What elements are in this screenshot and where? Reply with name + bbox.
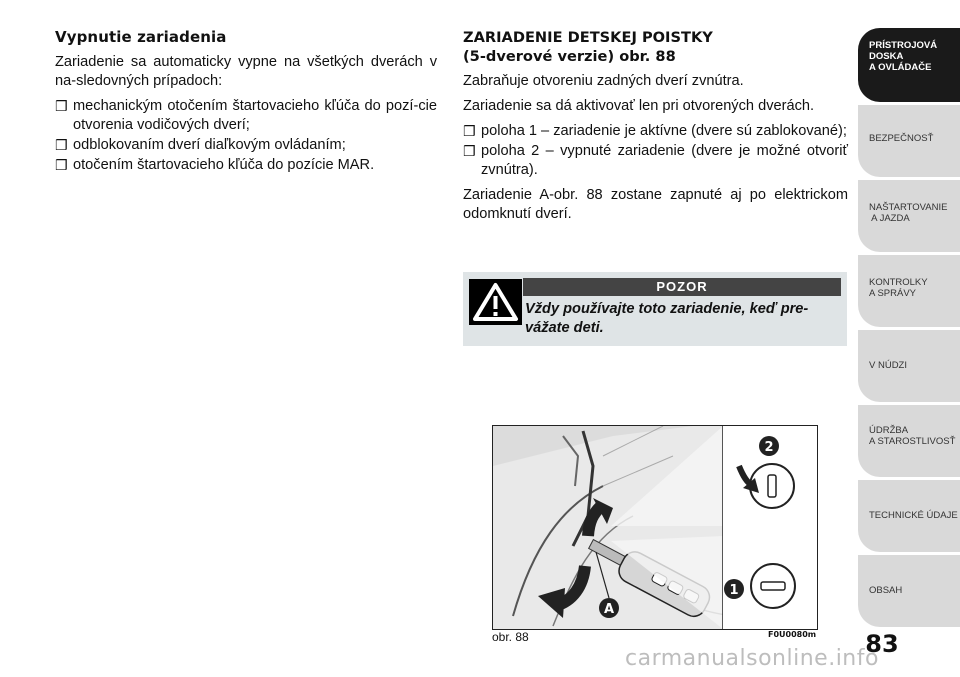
right-column [463,28,848,230]
list-item: ❒ poloha 2 – vypnuté zariadenie (dvere je možné otvoriť zvnútra). [463,143,848,178]
tab-v-nudzi[interactable]: V NÚDZI [858,330,960,402]
list-item: ❒ poloha 1 – zariadenie je aktívne (dvere sú zablokované); [463,123,847,139]
child-lock-illustration [493,426,817,629]
section-heading: Vypnutie zariadenia [55,28,227,46]
tab-technicke-udaje[interactable]: TECHNICKÉ ÚDAJE [858,480,960,552]
watermark: carmanualsonline.info [625,646,879,671]
left-column [55,28,437,181]
warning-box [463,272,847,346]
section-heading: ZARIADENIE DETSKEJ POISTKY [463,29,713,46]
paragraph: Zabraňuje otvoreniu zadných dverí zvnútra. [463,73,744,89]
checkbox-bullet-icon: ❒ [463,143,476,159]
tab-kontrolky[interactable]: KONTROLKY A SPRÁVY [858,255,960,327]
list-item: ❒ mechanickým otočením štartovacieho kľúča do pozí-cie otvorenia vodičových dverí; [55,98,437,133]
checkbox-bullet-icon: ❒ [55,157,68,173]
warning-title: POZOR [523,278,841,296]
tab-bezpecnost[interactable]: BEZPEČNOSŤ [858,105,960,177]
checkbox-bullet-icon: ❒ [55,98,68,114]
figure-caption: obr. 88 [492,630,529,644]
checkbox-bullet-icon: ❒ [463,123,476,139]
warning-text: Vždy používajte toto zariadenie, keď pre-vážate deti. [525,301,809,336]
list-item: ❒ otočením štartovacieho kľúča do pozície MAR. [55,157,375,173]
position-2-label: 2 [764,440,774,455]
checkbox-bullet-icon: ❒ [55,137,68,153]
tab-obsah[interactable]: OBSAH [858,555,960,627]
device-a-label: A [603,602,615,617]
tab-udrzba[interactable]: ÚDRŽBA A STAROSTLIVOSŤ [858,405,960,477]
page-number: 83 [865,630,899,658]
position-1-label: 1 [729,583,739,598]
deactivation-list [55,97,437,175]
warning-triangle-icon [469,279,522,325]
tab-pristrojova-doska[interactable]: PRÍSTROJOVÁ DOSKA A OVLÁDAČE [858,28,960,102]
paragraph: Zariadenie A-obr. 88 zostane zapnuté aj po elektrickom odomknutí dverí. [463,187,848,222]
figure-88 [492,425,818,630]
paragraph: Zariadenie sa dá aktivovať len pri otvorených dverách. [463,98,815,114]
intro-paragraph: Zariadenie sa automaticky vypne na všetkých dverách v na-sledovných prípadoch: [55,54,437,89]
position-list [463,122,848,180]
figure-code: F0U0080m [768,630,817,639]
section-subheading: (5-dverové verzie) obr. 88 [463,48,676,65]
tab-nastartovanie[interactable]: NAŠTARTOVANIE A JAZDA [858,180,960,252]
chapter-sidebar [858,0,960,677]
list-item: ❒ odblokovaním dverí diaľkovým ovládaním; [55,137,346,153]
